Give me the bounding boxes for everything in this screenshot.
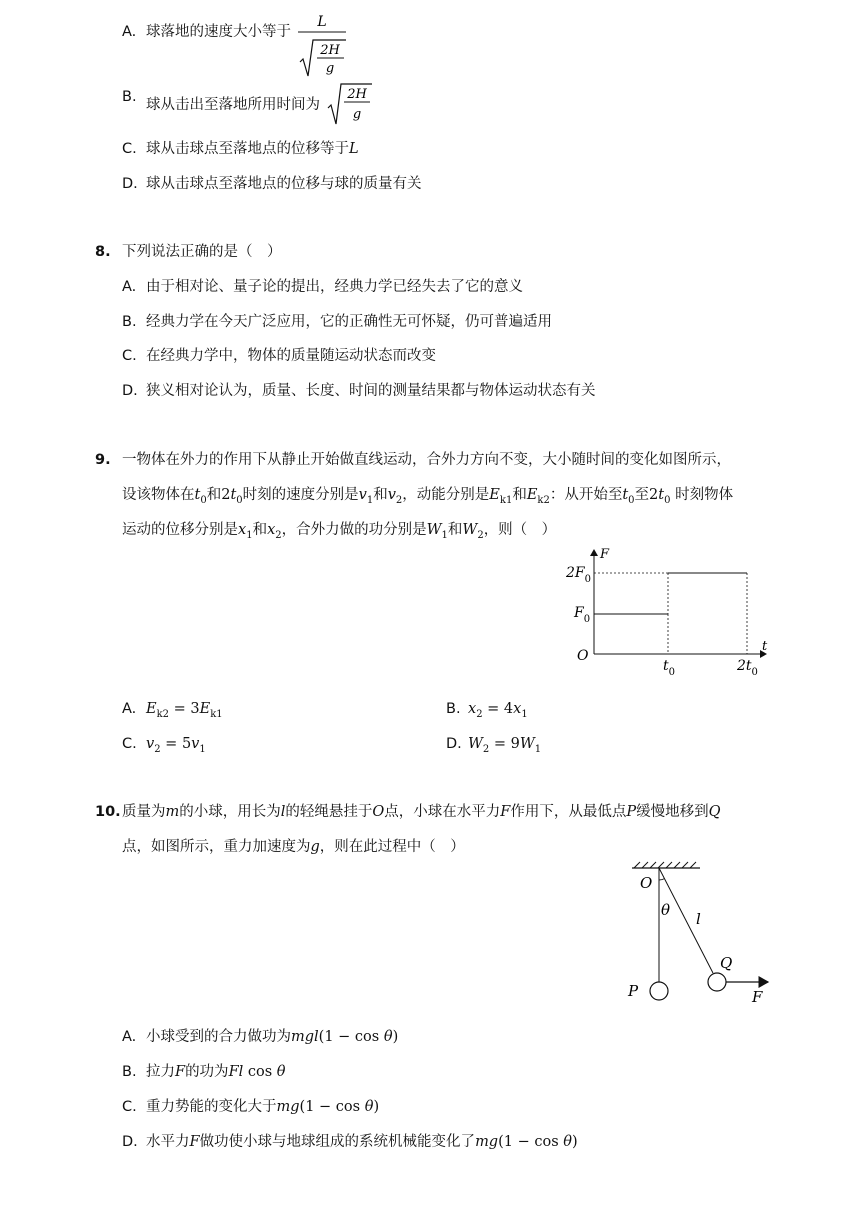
option-text: 球从击出至落地所用时间为 [146, 97, 320, 113]
question-number: 9. [95, 452, 111, 468]
label-o: O [640, 874, 653, 892]
option-label: A. [122, 701, 137, 717]
option-math: $W_2 = 9W_1$ [468, 736, 542, 755]
option-label: C. [122, 736, 137, 752]
stem-line-2: 设该物体在$t_0$和$2t_0$时刻的速度分别是$v_1$和$v_2$，动能分别是$E_{k1}$和$E_{k2}$：从开始至$t_0$至$2t_0$ 时刻物体 [122, 487, 734, 506]
force-time-graph [560, 544, 776, 682]
option-math: $E_{k2} = 3E_{k1}$ [146, 701, 223, 720]
option-math: $v_2 = 5v_1$ [146, 736, 206, 755]
option-label: D. [122, 176, 138, 192]
root-numerator: 2H [320, 43, 340, 58]
option-label: C. [122, 141, 137, 157]
ball-p [650, 982, 668, 1000]
option-label: B. [122, 1064, 137, 1080]
option-text: 狭义相对论认为，质量、长度、时间的测量结果都与物体运动状态有关 [146, 383, 596, 399]
option-text: 球从击球点至落地点的位移等于L [146, 141, 359, 157]
option-label: A. [122, 24, 137, 40]
label-l: l [696, 910, 701, 928]
label-f: F [752, 988, 763, 1006]
option-text: 拉力F的功为Fl cos θ [146, 1064, 286, 1080]
option-math: $x_2 = 4x_1$ [468, 701, 528, 720]
label-q: Q [720, 954, 733, 972]
speed-formula [296, 10, 352, 82]
option-text: 球落地的速度大小等于 [146, 24, 291, 40]
option-label: D. [446, 736, 462, 752]
time-formula [324, 80, 376, 130]
option-label: B. [122, 89, 137, 105]
option-label: B. [446, 701, 461, 717]
origin-label: O [577, 648, 589, 664]
option-label: D. [122, 383, 138, 399]
svg-text:t0: $t_0$ [663, 658, 676, 678]
svg-text:2F0: $2F_0$ [566, 565, 591, 585]
root-denominator: g [325, 61, 335, 76]
pendulum-figure [616, 858, 776, 1008]
option-text: 小球受到的合力做功为mgl(1 − cos θ) [146, 1029, 399, 1045]
option-text: 经典力学在今天广泛应用，它的正确性无可怀疑，仍可普遍适用 [146, 314, 552, 330]
ball-q [708, 973, 726, 991]
stem-line-1: 一物体在外力的作用下从静止开始做直线运动，合外力方向不变，大小随时间的变化如图所示， [122, 452, 731, 468]
tick-2f0: 2F [566, 565, 585, 581]
option-label: A. [122, 1029, 137, 1045]
tick-t0: t [663, 658, 669, 674]
svg-text:2t0: $2t_0$ [737, 658, 758, 678]
question-number: 8. [95, 244, 111, 260]
option-text: 重力势能的变化大于mg(1 − cos θ) [146, 1099, 380, 1115]
option-text: 由于相对论、量子论的提出，经典力学已经失去了它的意义 [146, 279, 523, 295]
string-displaced [659, 868, 713, 973]
option-label: C. [122, 1099, 137, 1115]
option-text: 球从击球点至落地点的位移与球的质量有关 [146, 176, 422, 192]
frac-numerator: L [317, 14, 327, 30]
question-number: 10. [95, 804, 121, 820]
label-p: P [628, 982, 639, 1000]
label-theta: θ [661, 901, 671, 919]
option-text: 水平力F做功使小球与地球组成的系统机械能变化了mg(1 − cos θ) [146, 1134, 578, 1150]
option-label: A. [122, 279, 137, 295]
svg-text:F0: $F_0$ [574, 605, 591, 625]
option-label: B. [122, 314, 137, 330]
option-label: D. [122, 1134, 138, 1150]
stem-line-1: 质量为m的小球，用长为l的轻绳悬挂于O点，小球在水平力F作用下，从最低点P缓慢地移到Q [122, 804, 721, 820]
y-axis-label: F [600, 547, 610, 562]
root-denominator: g [352, 107, 362, 122]
tick-2t0: 2t [737, 658, 752, 674]
stem-line-3: 运动的位移分别是$x_1$和$x_2$，合外力做的功分别是$W_1$和$W_2$，则（ ） [122, 522, 557, 541]
tick-f0: F [574, 605, 584, 621]
option-label: C. [122, 348, 137, 364]
stem-line-2: 点，如图所示，重力加速度为g，则在此过程中（ ） [122, 839, 465, 855]
option-text: 在经典力学中，物体的质量随运动状态而改变 [146, 348, 436, 364]
root-numerator: 2H [347, 87, 367, 102]
x-axis-label: t [762, 639, 768, 654]
question-stem: 下列说法正确的是（ ） [122, 244, 282, 260]
